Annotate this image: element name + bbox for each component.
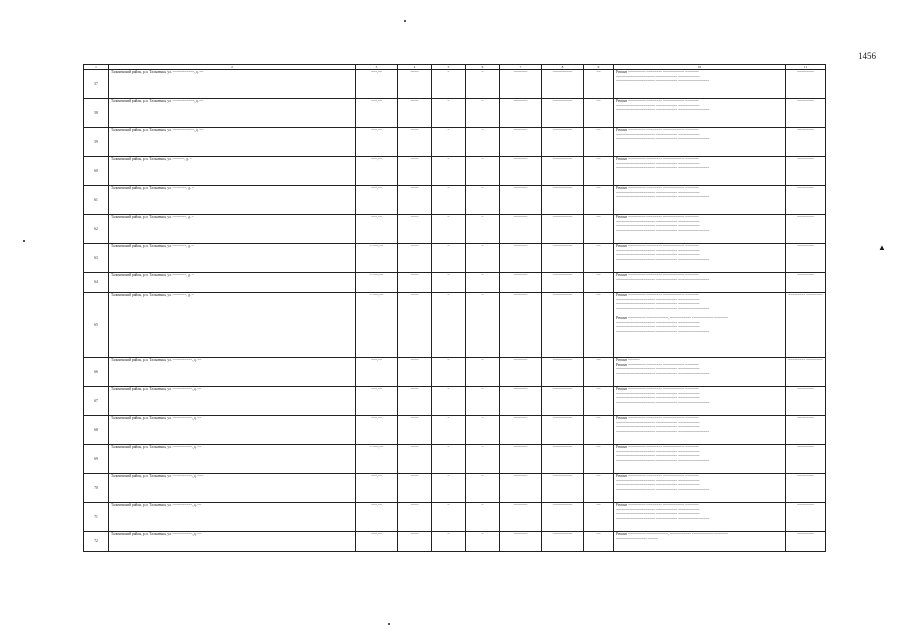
works-line: ~~~~~~~~~~~~~~~~~~~~ ~~~~~~~~~~~ ~~~~~~~~~~~ [616,478,700,483]
table-row [84,474,826,503]
table-row [84,70,826,99]
works-line: ~~~~~~~~~~~~~~~~~~~~ ~~~~~~~~~~~ ~~~~~~~~~~~ [616,302,700,307]
year-built-cell: ~~~~ [398,503,432,532]
area-cell: ~~~,~~ [356,186,398,215]
entrances-cell: ~ [466,273,500,293]
entrances-cell: ~ [466,445,500,474]
area-cell: ~~~,~~ [356,128,398,157]
apartments-cell: ~~ [584,474,614,503]
works-line: Ремонт ~~~~~~~~~ ~~~~~~~~ ~~~~~~~~~~~ ~~~~~~~ [616,99,699,103]
works-line: Ремонт ~~~~~~~~~ ~~~~~~~~ ~~~~~~~~~~~ ~~~~~~~ [616,474,699,478]
apartments-cell: ~~ [584,273,614,293]
entrances-cell: ~ [466,474,500,503]
works-cell [614,215,786,244]
year-built-cell: ~~~~ [398,416,432,445]
area-cell: ~~~,~~ [356,358,398,387]
works-line: ~~~~~~~~~~~~~~~~~~~~ ~~~~~~~~~~~ ~~~~~~~~~~~~~~~~ [616,400,710,405]
roof-type-cell: ~~~~~~~~~~ [542,157,584,186]
roof-type-cell: ~~~~~~~~~~ [542,358,584,387]
works-cell [614,157,786,186]
works-line: ~~~~~~~~~~~~~~~~~~~~ ~~~~~~~~~~~ ~~~~~~~~~~~ [616,512,700,517]
works-line: ~~~~~~~~~~~~~~~~~~~~ ~~~~~~~~~~~ ~~~~~~~~~~~~~~~~ [616,108,710,113]
year-built-cell: ~~~~ [398,157,432,186]
works-line: ~~~~~~~~~~~~~~~~~~~~ ~~~~~~~~~~~ ~~~~~~~~~~~ [616,367,700,372]
area-cell: ~~~,~~ [356,387,398,416]
roof-type-cell: ~~~~~~~~~~ [542,416,584,445]
wall-material-cell: ~~~~~~~ [500,244,542,273]
period-cell: ~~~~-~~~~ [786,503,826,532]
period-cell: ~~~~-~~~~ [786,157,826,186]
entrances-cell: ~ [466,293,500,358]
wall-material-cell: ~~~~~~~ [500,445,542,474]
year-built-cell: ~~~~ [398,474,432,503]
wall-material-cell: ~~~~~~~ [500,358,542,387]
works-line: Ремонт ~~~~~~~~~ ~~~~~~~~ ~~~~~~~~~~~ ~~~~~~~ [616,273,699,277]
address-cell: Тальменский район, р.п. Тальменка, ул. ~~~~~~~, д. ~ [109,244,356,273]
works-cell [614,128,786,157]
works-line: Ремонт ~~~~~~~~~ ~~~~~~~~ ~~~~~~~~~~~ ~~~~~~~ [616,503,699,507]
entrances-cell: ~ [466,358,500,387]
address-cell: Тальменский район, р.п. Тальменка, ул. ~~~~~~~, д. ~ [109,186,356,215]
works-line: Ремонт ~~~~~~~~~ ~~~~~~~~ ~~~~~~~~~~~ ~~~~~~~ [616,70,699,74]
works-line: ~~~~~~~~~~~~~~~~~~~~ ~~~~~~~~~~~ ~~~~~~~~~~~ [616,325,700,330]
column-number: 4 [398,65,432,70]
area-cell: ~~~,~~ [356,503,398,532]
roof-type-cell: ~~~~~~~~~~ [542,244,584,273]
wall-material-cell: ~~~~~~~ [500,186,542,215]
entrances-cell: ~ [466,186,500,215]
row-number: 60 [84,157,109,186]
table-row [84,128,826,157]
row-number: 71 [84,503,109,532]
apartments-cell: ~~ [584,128,614,157]
period-cell: ~~~~-~~~~ [786,445,826,474]
apartments-cell: ~~ [584,445,614,474]
column-number: 11 [786,65,826,70]
apartments-cell: ~~ [584,387,614,416]
column-number: 2 [109,65,356,70]
works-line: Ремонт ~~~~~~~~~ ~~~~~~~~~~~, ~~~~~~~~~~~ ~~~~~~~~~~~ ~~~~~~~ [616,532,728,536]
wall-material-cell: ~~~~~~~ [500,99,542,128]
works-line: ~~~~~~~~~~~~~~~~~~~~ ~~~~~~~~~~~ ~~~~~~~~~~~ [616,224,700,229]
period-cell: ~~~~-~~~~ [786,70,826,99]
table-row [84,416,826,445]
area-cell: ~ ~~~,~~ [356,293,398,358]
floors-cell: ~ [432,474,466,503]
roof-type-cell: ~~~~~~~~~~ [542,445,584,474]
year-built-cell: ~~~~ [398,273,432,293]
area-cell: ~~~,~~ [356,416,398,445]
roof-type-cell: ~~~~~~~~~~ [542,387,584,416]
address-cell: Тальменский район, р.п. Тальменка, ул. ~~~~~~~, д. ~ [109,293,356,358]
table-row [84,186,826,215]
apartments-cell: ~~ [584,215,614,244]
period-cell: ~~~~-~~~~ [786,416,826,445]
table-row [84,358,826,387]
roof-type-cell: ~~~~~~~~~~ [542,99,584,128]
entrances-cell: ~ [466,503,500,532]
works-cell [614,445,786,474]
table-row [84,215,826,244]
entrances-cell: ~ [466,99,500,128]
works-cell [614,358,786,387]
area-cell: ~ ~~~,~~ [356,445,398,474]
floors-cell: ~ [432,244,466,273]
works-line: Ремонт ~~~~~~~~~ ~~~~~~~~ ~~~~~~~~~~~ ~~~~~~~ [616,157,699,161]
works-line: ~~~~~~~~~~~~~~~~~~~~ ~~~~~~~~~~~ ~~~~~~~~~~~ [616,253,700,258]
entrances-cell: ~ [466,70,500,99]
row-number: 69 [84,445,109,474]
column-number: 3 [356,65,398,70]
apartments-cell: ~~ [584,244,614,273]
works-line: Ремонт ~~~~~~~~~ ~~~~~~~~ ~~~~~~~~~~~ ~~~~~~~ [616,416,699,420]
roof-type-cell: ~~~~~~~~~~ [542,503,584,532]
address-cell: Тальменский район, р.п. Тальменка, ул. ~~~~~~~~~~, д. ~~ [109,358,356,387]
row-number: 68 [84,416,109,445]
address-cell: Тальменский район, р.п. Тальменка, ул. ~~~~~~, д. ~ [109,157,356,186]
works-line: ~~~~~~~~~~~~~~~~~~~~ ~~~~~~~~~~~ ~~~~~~~~~~~ [616,396,700,401]
table-row [84,244,826,273]
column-number: 5 [432,65,466,70]
year-built-cell: ~~~~ [398,99,432,128]
table-row [84,99,826,128]
entrances-cell: ~ [466,157,500,186]
works-line: ~~~~~~~~~~~~~~~~~~~~ ~~~~~~~~~~~ ~~~~~~~~~~~~~~~~ [616,516,710,521]
area-cell: ~~~,~~ [356,474,398,503]
works-line: ~~~~~~~~~~~~~~~~~~~~ ~~~~~~~~~~~ ~~~~~~~~~~~~~~~~ [616,195,710,200]
floors-cell: ~ [432,445,466,474]
year-built-cell: ~~~~ [398,532,432,552]
row-number: 64 [84,273,109,293]
row-number: 59 [84,128,109,157]
area-cell: ~ ~~~,~~ [356,273,398,293]
works-line: ~~~~~~~~~~~~~~~~~~~~ ~~~~~~~~~~~ ~~~~~~~~~~~ [616,454,700,459]
row-number: 57 [84,70,109,99]
year-built-cell: ~~~~ [398,70,432,99]
address-cell: Тальменский район, р.п. Тальменка, ул. ~~~~~~~~~~, д. ~~ [109,416,356,445]
apartments-cell: ~~ [584,186,614,215]
floors-cell: ~ [432,215,466,244]
entrances-cell: ~ [466,387,500,416]
year-built-cell: ~~~~ [398,293,432,358]
works-line: ~~~~~~~~~~~~~~~~~~~~ ~~~~~~~~~~~ ~~~~~~~~~~~~~~~~ [616,228,710,233]
apartments-cell: ~~ [584,293,614,358]
roof-type-cell: ~~~~~~~~~~ [542,532,584,552]
row-number: 61 [84,186,109,215]
table-row [84,503,826,532]
floors-cell: ~ [432,128,466,157]
floors-cell: ~ [432,70,466,99]
roof-type-cell: ~~~~~~~~~~ [542,215,584,244]
year-built-cell: ~~~~ [398,358,432,387]
works-line: ~~~~~~~~~~~~~~~~~~~~ ~~~~~~~~~~~ ~~~~~~~~~~~ [616,248,700,253]
floors-cell: ~ [432,293,466,358]
row-number: 63 [84,244,109,273]
wall-material-cell: ~~~~~~~ [500,215,542,244]
apartments-cell: ~~ [584,358,614,387]
address-cell: Тальменский район, р.п. Тальменка, ул. ~~~~~~~~~~, д. ~~ [109,387,356,416]
works-line: ~~~~~~~~~~~~~~~~~~~~ ~~~~~~~~~~~ ~~~~~~~~~~~ [616,420,700,425]
works-line: ~~~~~~~~~~~~~~~~~~~~ ~~~~~~~~~~~ ~~~~~~~~~~~~~~~~ [616,79,710,84]
housing-repair-table [83,64,826,552]
period-cell: ~~~~-~~~~ [786,99,826,128]
area-cell: ~~~,~~ [356,215,398,244]
works-line: ~~~~~~~~~~~~~~~~~~~~ ~~~~~~~~~~~ ~~~~~~~~~~~ [616,103,700,108]
wall-material-cell: ~~~~~~~ [500,70,542,99]
works-line: ~~~~~~~~~~~~~~~~ ~~~~~ [616,536,658,541]
works-line: ~~~~~~~~~~~~~~~~~~~~ ~~~~~~~~~~~ ~~~~~~~~~~~~~~~~ [616,277,710,282]
works-cell [614,532,786,552]
works-line: Ремонт ~~~~~~~~~ ~~~~~~~~ ~~~~~~~~~~~ ~~~~~~~ [616,244,699,248]
works-line: Ремонт ~~~~~~~~~ ~~~~~~~~~~~, ~~~~~~~~~~~ ~~~~~~~~~~~ ~~~~~~~ [616,315,728,320]
address-cell: Тальменский район, р.п. Тальменка, ул. ~~~~~~~~~~~, д. ~~ [109,99,356,128]
column-number: 10 [614,65,786,70]
entrances-cell: ~ [466,244,500,273]
roof-type-cell: ~~~~~~~~~~ [542,474,584,503]
works-line: ~~~~~~~~~~~~~~~~~~~~ ~~~~~~~~~~~ ~~~~~~~~~~~~~~~~ [616,137,710,142]
works-line: ~~~~~~~~~~~~~~~~~~~~ ~~~~~~~~~~~ ~~~~~~~~~~~~~~~~ [616,371,710,376]
scan-speck [23,240,25,242]
wall-material-cell: ~~~~~~~ [500,474,542,503]
scan-speck [404,20,406,22]
works-line: ~~~~~~~~~~~~~~~~~~~~ ~~~~~~~~~~~ ~~~~~~~~~~~~~~~~ [616,429,710,434]
margin-mark: ▲ [878,243,886,252]
works-line: Ремонт ~~~~~~~~~ ~~~~~~~~ ~~~~~~~~~~~ ~~~~~~~ [616,362,699,367]
works-line: ~~~~~~~~~~~~~~~~~~~~ ~~~~~~~~~~~ ~~~~~~~~~~~ [616,391,700,396]
table-row [84,273,826,293]
works-cell [614,70,786,99]
wall-material-cell: ~~~~~~~ [500,293,542,358]
works-line: Ремонт ~~~~~~~~~ ~~~~~~~~ ~~~~~~~~~~~ ~~~~~~~ [616,387,699,391]
period-cell: ~~~~-~~~~ [786,273,826,293]
period-cell: ~~~~-~~~~ [786,532,826,552]
works-cell [614,416,786,445]
apartments-cell: ~~ [584,157,614,186]
works-cell [614,474,786,503]
works-cell [614,503,786,532]
period-cell: ~~~~-~~~~ ~~~~-~~~~ [786,358,826,387]
apartments-cell: ~~ [584,503,614,532]
period-cell: ~~~~-~~~~ ~~~~-~~~~ [786,293,826,358]
row-number: 67 [84,387,109,416]
table-row [84,157,826,186]
column-number: 9 [584,65,614,70]
year-built-cell: ~~~~ [398,244,432,273]
apartments-cell: ~~ [584,416,614,445]
floors-cell: ~ [432,99,466,128]
works-line: Ремонт ~~~~~~ [616,358,640,362]
period-cell: ~~~~-~~~~ [786,244,826,273]
works-line: ~~~~~~~~~~~~~~~~~~~~ ~~~~~~~~~~~ ~~~~~~~~~~~ [616,132,700,137]
roof-type-cell: ~~~~~~~~~~ [542,186,584,215]
entrances-cell: ~ [466,532,500,552]
address-cell: Тальменский район, р.п. Тальменка, ул. ~~~~~~~~~~, д. ~~ [109,532,356,552]
works-cell [614,186,786,215]
floors-cell: ~ [432,503,466,532]
table-row [84,532,826,552]
works-line: Ремонт ~~~~~~~~~ ~~~~~~~~ ~~~~~~~~~~~ ~~~~~~~ [616,445,699,449]
entrances-cell: ~ [466,215,500,244]
wall-material-cell: ~~~~~~~ [500,503,542,532]
apartments-cell: ~~ [584,532,614,552]
area-cell: ~~~,~~ [356,70,398,99]
area-cell: ~ ~~~,~~ [356,244,398,273]
address-cell: Тальменский район, р.п. Тальменка, ул. ~~~~~~~~~~~, д. ~~ [109,70,356,99]
row-number: 62 [84,215,109,244]
table-row [84,445,826,474]
works-line: ~~~~~~~~~~~~~~~~~~~~ ~~~~~~~~~~~ ~~~~~~~~~~~ [616,507,700,512]
works-line: ~~~~~~~~~~~~~~~~~~~~ ~~~~~~~~~~~ ~~~~~~~~~~~~~~~~ [616,166,710,171]
wall-material-cell: ~~~~~~~ [500,532,542,552]
works-line: ~~~~~~~~~~~~~~~~~~~~ ~~~~~~~~~~~ ~~~~~~~~~~~~~~~~ [616,257,710,262]
floors-cell: ~ [432,358,466,387]
row-number: 72 [84,532,109,552]
scan-speck [388,623,390,625]
row-number: 58 [84,99,109,128]
works-line: ~~~~~~~~~~~~~~~~~~~~ ~~~~~~~~~~~ ~~~~~~~~~~~ [616,425,700,430]
works-line: ~~~~~~~~~~~~~~~~~~~~ ~~~~~~~~~~~ ~~~~~~~~~~~ [616,190,700,195]
works-line: ~~~~~~~~~~~~~~~~~~~~ ~~~~~~~~~~~ ~~~~~~~~~~~ [616,483,700,488]
works-line: Ремонт ~~~~~~~~~ ~~~~~~~~ ~~~~~~~~~~~ ~~~~~~~ [616,293,699,297]
wall-material-cell: ~~~~~~~ [500,128,542,157]
apartments-cell: ~~ [584,70,614,99]
address-cell: Тальменский район, р.п. Тальменка, ул. ~~~~~~~, д. ~ [109,215,356,244]
apartments-cell: ~~ [584,99,614,128]
column-number: 6 [466,65,500,70]
roof-type-cell: ~~~~~~~~~~ [542,128,584,157]
year-built-cell: ~~~~ [398,445,432,474]
works-line: Ремонт ~~~~~~~~~ ~~~~~~~~ ~~~~~~~~~~~ ~~~~~~~ [616,215,699,219]
roof-type-cell: ~~~~~~~~~~ [542,293,584,358]
column-number: 8 [542,65,584,70]
address-cell: Тальменский район, р.п. Тальменка, ул. ~~~~~~~~~~, д. ~~~ [109,474,356,503]
area-cell: ~~~,~~ [356,99,398,128]
floors-cell: ~ [432,157,466,186]
works-line: ~~~~~~~~~~~~~~~~~~~~ ~~~~~~~~~~~ ~~~~~~~~~~~ [616,320,700,325]
year-built-cell: ~~~~ [398,387,432,416]
period-cell: ~~~~-~~~~ [786,474,826,503]
works-line: ~~~~~~~~~~~~~~~~~~~~ ~~~~~~~~~~~ ~~~~~~~~~~~ [616,161,700,166]
floors-cell: ~ [432,416,466,445]
floors-cell: ~ [432,387,466,416]
wall-material-cell: ~~~~~~~ [500,157,542,186]
period-cell: ~~~~-~~~~ [786,215,826,244]
period-cell: ~~~~-~~~~ [786,387,826,416]
period-cell: ~~~~-~~~~ [786,128,826,157]
period-cell: ~~~~-~~~~ [786,186,826,215]
works-line: ~~~~~~~~~~~~~~~~~~~~ ~~~~~~~~~~~ ~~~~~~~~~~~~~~~~ [616,329,710,334]
works-line: Ремонт ~~~~~~~~~ ~~~~~~~~ ~~~~~~~~~~~ ~~~~~~~ [616,186,699,190]
works-cell [614,273,786,293]
table-row [84,293,826,358]
wall-material-cell: ~~~~~~~ [500,416,542,445]
works-line: ~~~~~~~~~~~~~~~~~~~~ ~~~~~~~~~~~ ~~~~~~~~~~~ [616,219,700,224]
row-number: 66 [84,358,109,387]
area-cell: ~~~,~~ [356,157,398,186]
year-built-cell: ~~~~ [398,128,432,157]
wall-material-cell: ~~~~~~~ [500,273,542,293]
entrances-cell: ~ [466,416,500,445]
table-row [84,387,826,416]
works-line: ~~~~~~~~~~~~~~~~~~~~ ~~~~~~~~~~~ ~~~~~~~~~~~ [616,297,700,302]
entrances-cell: ~ [466,128,500,157]
works-line: ~~~~~~~~~~~~~~~~~~~~ ~~~~~~~~~~~ ~~~~~~~~~~~~~~~~ [616,487,710,492]
column-number: 7 [500,65,542,70]
works-cell [614,293,786,358]
area-cell: ~~~,~~ [356,532,398,552]
address-cell: Тальменский район, р.п. Тальменка, ул. ~~~~~~~~~~, д. ~~ [109,503,356,532]
address-cell: Тальменский район, р.п. Тальменка, ул. ~~~~~~~~~~, д. ~~ [109,445,356,474]
works-line: ~~~~~~~~~~~~~~~~~~~~ ~~~~~~~~~~~ ~~~~~~~~~~~ [616,449,700,454]
row-number: 65 [84,293,109,358]
roof-type-cell: ~~~~~~~~~~ [542,70,584,99]
works-line: ~~~~~~~~~~~~~~~~~~~~ ~~~~~~~~~~~ ~~~~~~~~~~~~~~~~ [616,306,710,311]
works-cell [614,244,786,273]
works-cell [614,387,786,416]
floors-cell: ~ [432,186,466,215]
works-cell [614,99,786,128]
works-line: ~~~~~~~~~~~~~~~~~~~~ ~~~~~~~~~~~ ~~~~~~~~~~~ [616,74,700,79]
wall-material-cell: ~~~~~~~ [500,387,542,416]
roof-type-cell: ~~~~~~~~~~ [542,273,584,293]
year-built-cell: ~~~~ [398,215,432,244]
column-number: 1 [84,65,109,70]
floors-cell: ~ [432,532,466,552]
works-line: Ремонт ~~~~~~~~~ ~~~~~~~~ ~~~~~~~~~~~ ~~~~~~~ [616,128,699,132]
address-cell: Тальменский район, р.п. Тальменка, ул. ~~~~~~~, д. ~ [109,273,356,293]
address-cell: Тальменский район, р.п. Тальменка, ул. ~~~~~~~~~~~, д. ~~ [109,128,356,157]
page-number: 1456 [858,51,876,61]
row-number: 70 [84,474,109,503]
works-line: ~~~~~~~~~~~~~~~~~~~~ ~~~~~~~~~~~ ~~~~~~~~~~~~~~~~ [616,458,710,463]
year-built-cell: ~~~~ [398,186,432,215]
floors-cell: ~ [432,273,466,293]
